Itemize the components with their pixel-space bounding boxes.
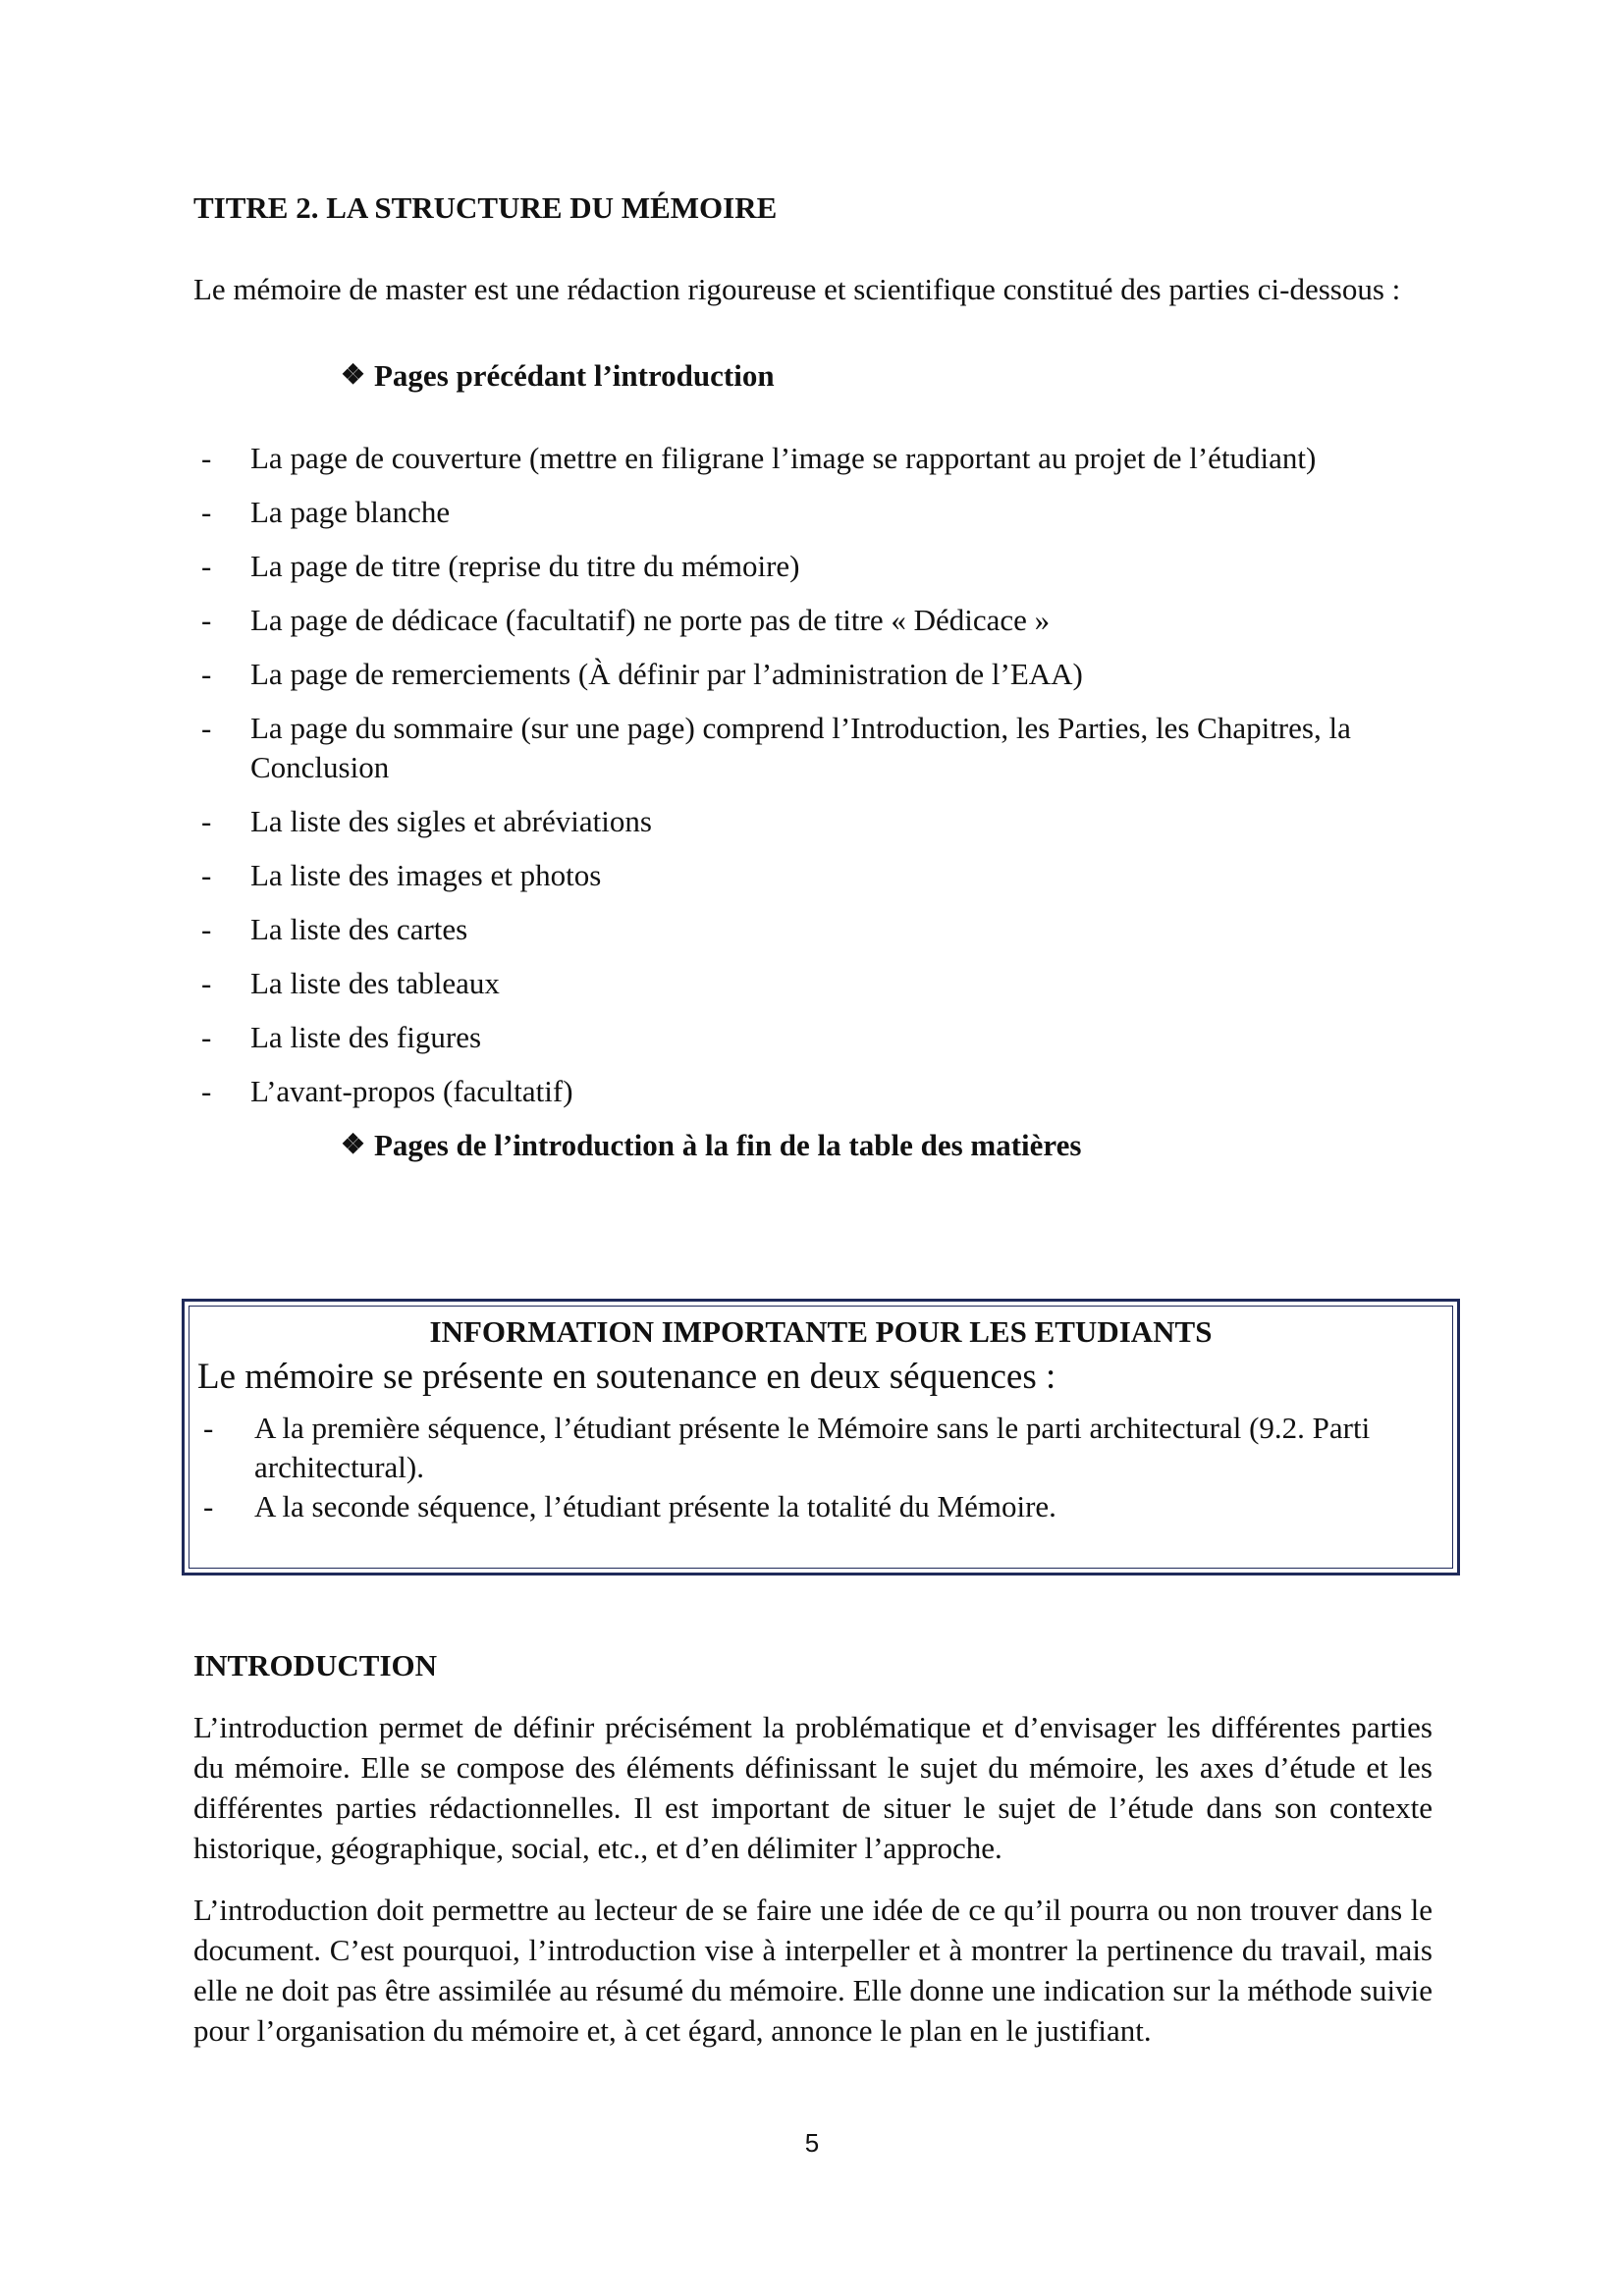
list-item: - La page du sommaire (sur une page) comprend l’Introduction, les Parties, les Chapitres, la Conclusion [201,711,1351,784]
list-item: - A la première séquence, l’étudiant présente le Mémoire sans le parti architectural (9.2. Parti architectural). [203,1411,1371,1484]
list-item: - A la seconde séquence, l’étudiant présente la totalité du Mémoire. [203,1489,1056,1523]
page-content [193,188,1433,1165]
list-item: - La liste des figures [201,1020,482,1054]
info-box-title: INFORMATION IMPORTANTE POUR LES ETUDIANTS [429,1314,1213,1349]
page-title: TITRE 2. LA STRUCTURE DU MÉMOIRE [193,190,778,225]
page-number: 5 [804,2128,820,2158]
intro-paragraph: Le mémoire de master est une rédaction rigoureuse et scientifique constitué des parties ci-dessous : [193,272,1401,306]
list-item: - La liste des tableaux [201,966,500,1000]
list-item: - La page de couverture (mettre en filigrane l’image se rapportant au projet de l’étudiant) [201,441,1317,475]
introduction-paragraph: L’introduction doit permettre au lecteur de se faire une idée de ce qu’il pourra ou non trouver dans le document. C’est pourquoi, l’introduction vise à interpeller et à montrer la pertinence du travail, mais elle ne doit pas être assimilée au résumé du mémoire. Elle donne une indication sur la méthode suivie pour l’organisation du mémoire et, à cet égard, annonce le plan en le justifiant. [193,1893,1433,2048]
important-info-box [182,1299,1460,1575]
section-heading-label: Pages de l’introduction à la fin de la table des matières [374,1128,1082,1162]
info-box-list [197,1409,1444,1526]
info-box-lead: Le mémoire se présente en soutenance en deux séquences : [197,1357,1056,1397]
diamond-bullet-icon: ❖ [341,360,366,391]
list-item: - La liste des sigles et abréviations [201,804,652,838]
important-info-box-inner [189,1306,1453,1569]
diamond-bullet-icon: ❖ [341,1130,366,1160]
list-item: - La page de remerciements (À définir par l’administration de l’EAA) [201,657,1083,691]
list-item: - La page blanche [201,495,451,529]
section-heading-label: Pages précédant l’introduction [374,358,775,393]
list-item: - La liste des cartes [201,912,468,946]
section-heading-preceding-pages [193,356,1433,396]
introduction-heading: INTRODUCTION [193,1648,438,1682]
introduction-section [193,1646,1433,2051]
section-heading-introduction-pages [193,1126,1433,1165]
list-item: - La liste des images et photos [201,858,602,892]
preceding-pages-list [193,439,1433,1111]
list-item: - L’avant-propos (facultatif) [201,1074,573,1108]
list-item: - La page de dédicace (facultatif) ne porte pas de titre « Dédicace » [201,603,1051,637]
list-item: - La page de titre (reprise du titre du mémoire) [201,549,800,583]
introduction-paragraph: L’introduction permet de définir précisément la problématique et d’envisager les différentes parties du mémoire. Elle se compose des éléments définissant le sujet du mémoire, les axes d’étude et les différentes parties rédactionnelles. Il est important de situer le sujet de l’étude dans son contexte historique, géographique, social, etc., et d’en délimiter l’approche. [193,1710,1433,1865]
